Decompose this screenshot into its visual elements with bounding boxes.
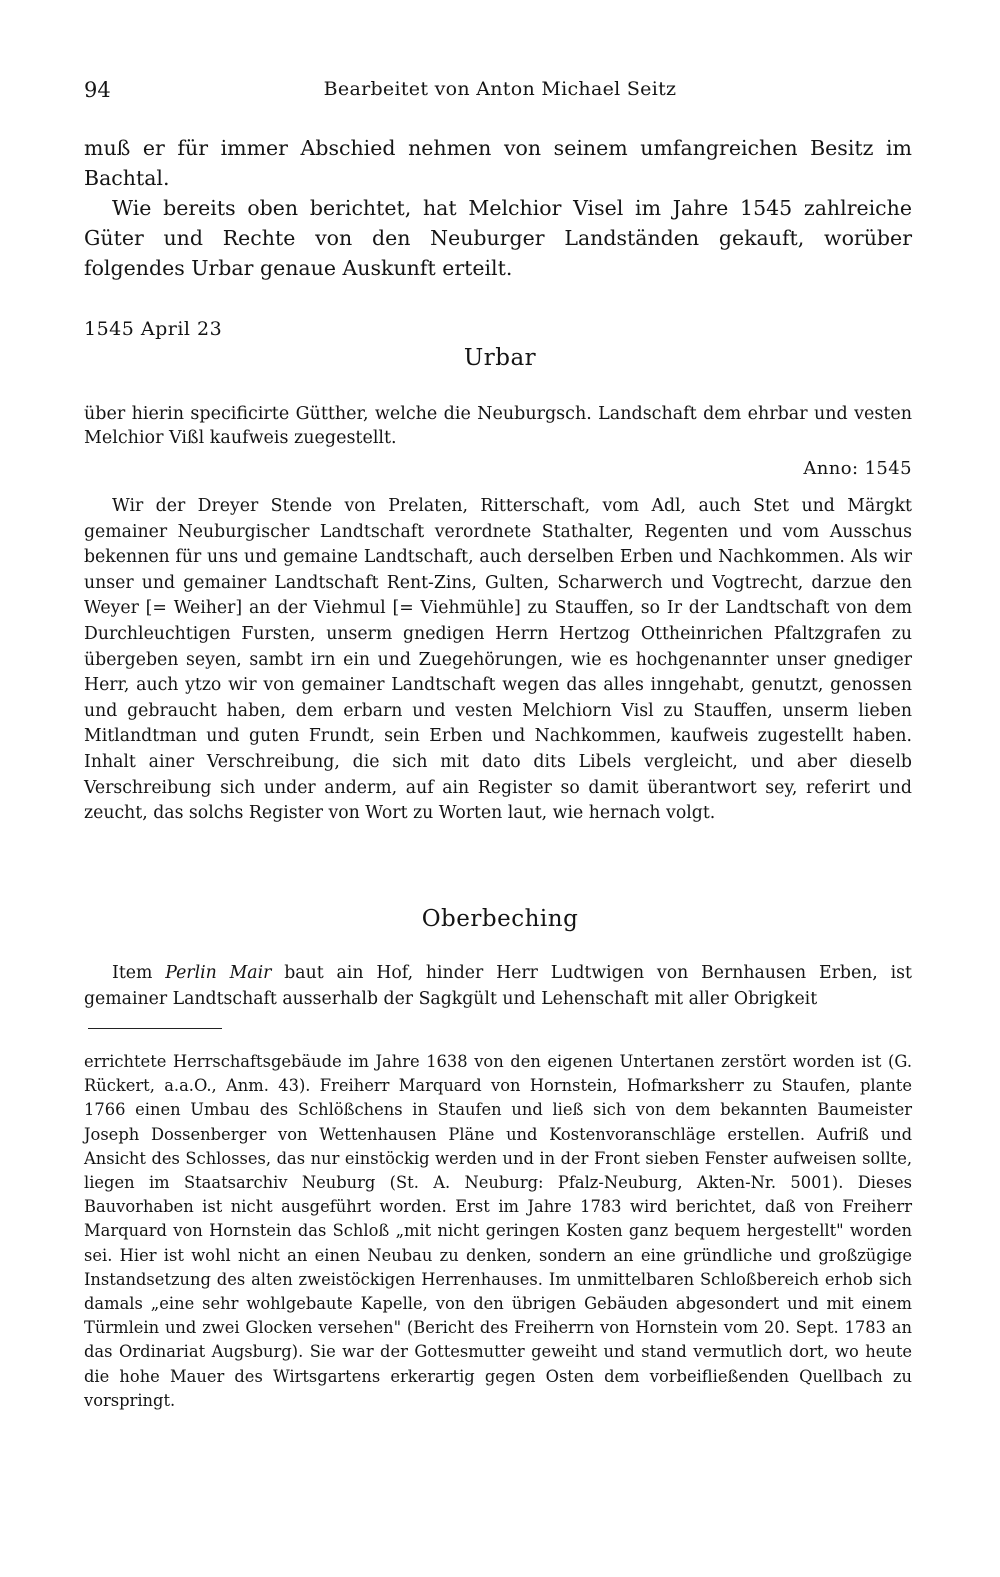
document-date: 1545 April 23 <box>84 318 223 340</box>
item-text: baut ain Hof, hinder Herr Ludtwigen von Bernhausen Erben, ist gemainer Landtschaft ausserhalb der Sagkgült und Lehenschaft mit aller Obrigkeit <box>84 963 912 1009</box>
running-title: Bearbeitet von Anton Michael Seitz <box>323 78 677 100</box>
item-paragraph <box>84 961 912 1012</box>
section-title-urbar: Urbar <box>463 345 537 371</box>
item-name: Perlin Mair <box>165 963 272 983</box>
document-subtitle: über hierin specificirte Gütther, welche die Neuburgsch. Landschaft dem ehrbar und vesten Melchior Vißl kaufweis zuegestellt. <box>84 404 912 448</box>
intro-paragraph-1: muß er für immer Abschied nehmen von seinem umfangreichen Besitz im Bachtal. <box>84 136 912 190</box>
anno-line: Anno: 1545 <box>803 458 912 479</box>
intro-text <box>84 133 912 283</box>
page-number: 94 <box>84 78 111 102</box>
footnote-divider <box>88 1028 222 1029</box>
intro-paragraph-2: Wie bereits oben berichtet, hat Melchior Visel im Jahre 1545 zahlreiche Güter und Rechte von den Neuburger Landständen gekauft, worüber folgendes Urbar genaue Auskunft erteilt. <box>84 196 912 280</box>
footnote-text: errichtete Herrschaftsgebäude im Jahre 1638 von den eigenen Untertanen zerstört worden ist (G. Rückert, a.a.O., Anm. 43). Freiherr Marquard von Hornstein, Hofmarksherr zu Staufen, plante 1766 einen Umbau des Schlößchens in Staufen und ließ sich von dem bekannten Baumeister Joseph Dossenberger von Wettenhausen Pläne und Kostenvoranschläge erstellen. Aufriß und Ansicht des Schlosses, das nur einstöckig werden und in der Front sieben Fenster aufweisen sollte, liegen im Staatsarchiv Neuburg (St. A. Neuburg: Pfalz-Neuburg, Akten-Nr. 5001). Dieses Bauvorhaben ist nicht ausgeführt worden. Erst im Jahre 1783 wird berichtet, daß von Freiherr Marquard von Hornstein das Schloß „mit nicht geringen Kosten ganz bequem hergestellt" worden sei. Hier ist wohl nicht an einen Neubau zu denken, sondern an eine gründliche und großzügige Instandsetzung des alten zweistöckigen Herrenhauses. Im unmittelbaren Schloßbereich erhob sich damals „eine sehr wohlgebaute Kapelle, von den übrigen Gebäuden abgesondert und mit einem Türmlein und zwei Glocken versehen" (Bericht des Freiherrn von Hornstein vom 20. Sept. 1783 an das Ordinariat Augsburg). Sie war der Gottesmutter geweiht und stand vermutlich dort, wo heute die hohe Mauer des Wirtsgartens erkerartig gegen Osten dem vorbeifließenden Quellbach zu vorspringt. <box>84 1052 912 1410</box>
item-prefix: Item <box>112 963 166 983</box>
section-title-oberbeching: Oberbeching <box>421 906 579 932</box>
page-header <box>84 78 916 106</box>
deed-paragraph: Wir der Dreyer Stende von Prelaten, Ritterschaft, vom Adl, auch Stet und Märgkt gemainer Neuburgischer Landtschaft verordnete Stathalter, Regenten und vom Ausschus bekennen für uns und gemaine Landtschaft, auch derselben Erben und Nachkommen. Als wir unser und gemainer Landtschaft Rent-Zins, Gulten, Scharwerch und Vogtrecht, darzue den Weyer [= Weiher] an der Viehmul [= Viehmühle] zu Stauffen, so Ir der Landtschaft von dem Durchleuchtigen Fursten, unserm gnedigen Herrn Hertzog Ottheinrichen Pfaltzgrafen zu übergeben seyen, sambt irn ein und Zuegehörungen, wie es hochgenannter unser gnediger Herr, auch ytzo wir von gemainer Landtschaft wegen das alles inngehabt, genutzt, genossen und gebraucht haben, dem erbarn und vesten Melchiorn Visl zu Stauffen, unserm lieben Mitlandtman und guten Frundt, sein Erben und Nachkommen, kaufweis zugestellt haben. Inhalt ainer Verschreibung, die sich mit dato dits Libels vergleicht, und aber dieselb Verschreibung sich under anderm, auf ain Register so damit überantwort sey, referirt und zeucht, das solchs Register von Wort zu Worten laut, wie hernach volgt. <box>84 496 912 824</box>
